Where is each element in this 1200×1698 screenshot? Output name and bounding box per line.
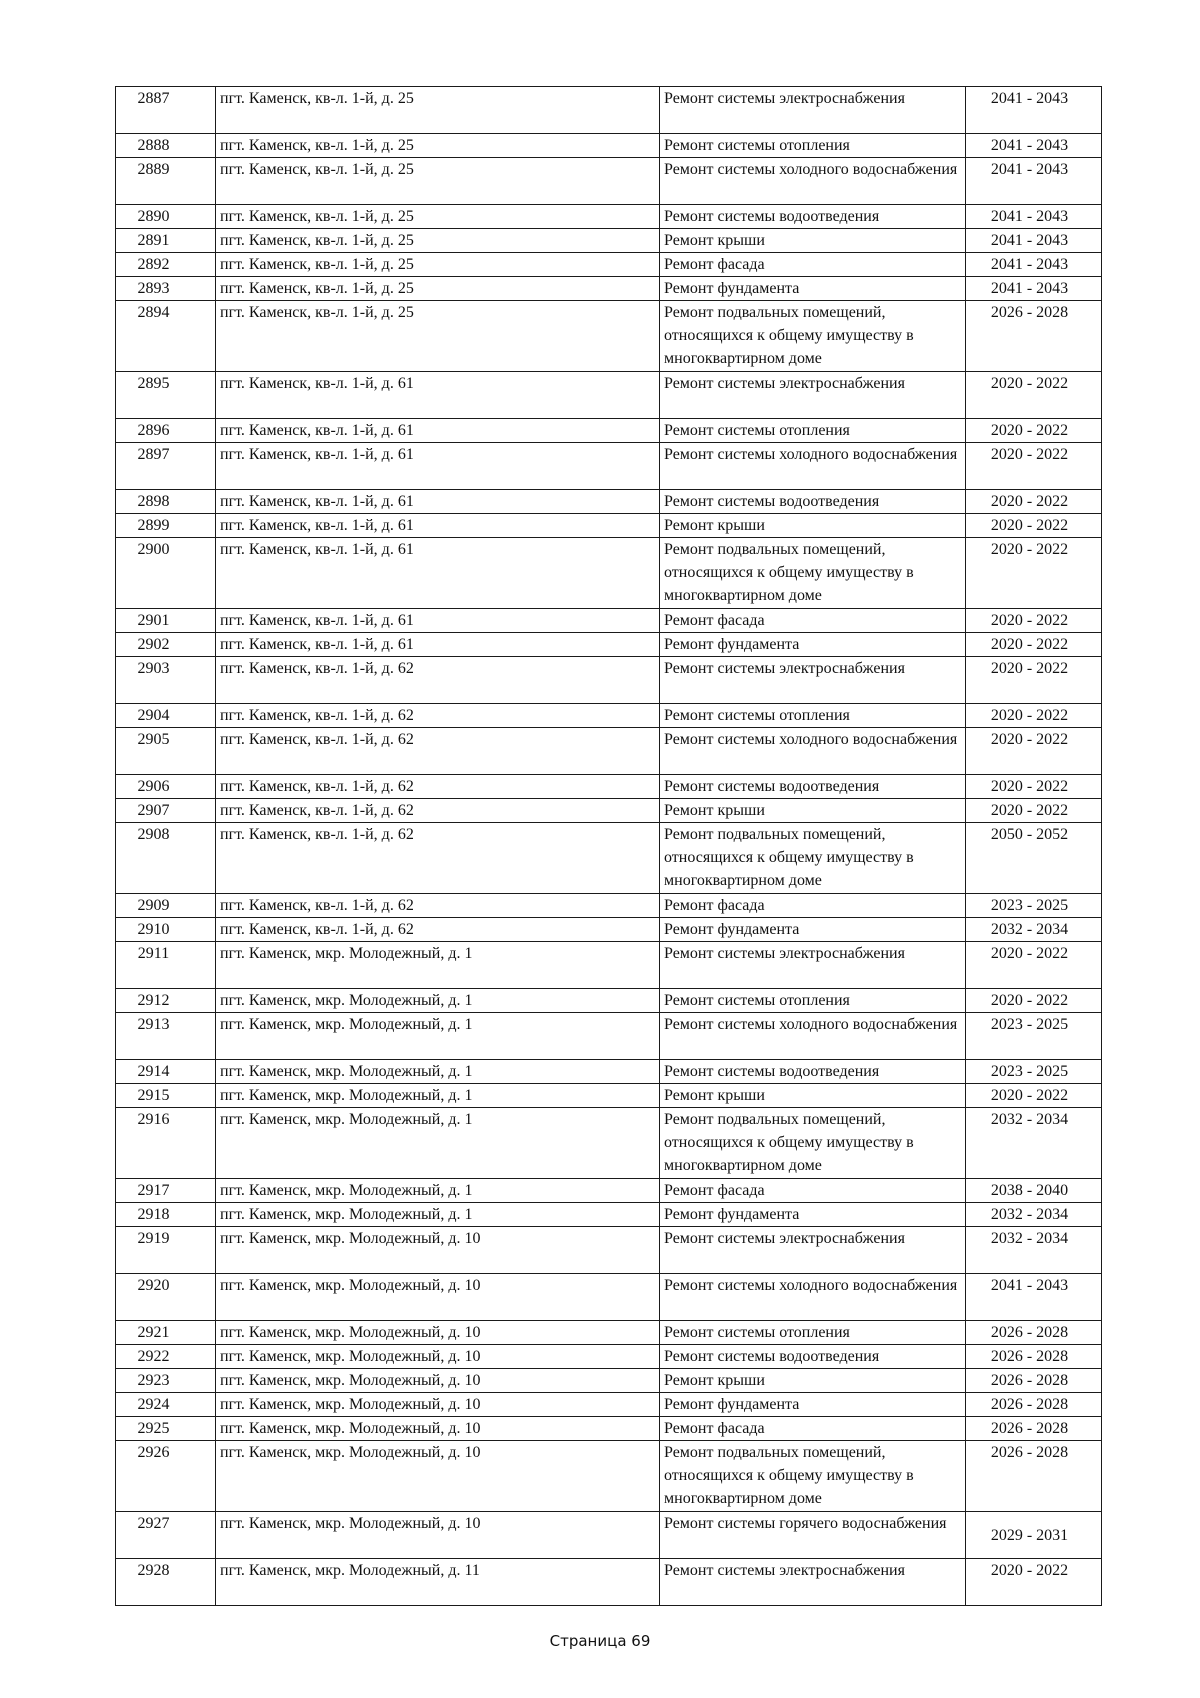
table-row: [116, 823, 1102, 894]
address-cell: пгт. Каменск, кв-л. 1-й, д. 61: [216, 490, 660, 514]
row-number-cell: 2897: [116, 443, 216, 490]
period-cell: 2038 - 2040: [966, 1179, 1102, 1203]
row-number-cell: 2916: [116, 1108, 216, 1179]
address-cell: пгт. Каменск, мкр. Молодежный, д. 1: [216, 942, 660, 989]
row-number-cell: 2893: [116, 277, 216, 301]
work-type-cell: Ремонт крыши: [660, 1084, 966, 1108]
period-cell: 2020 - 2022: [966, 799, 1102, 823]
address-cell: пгт. Каменск, мкр. Молодежный, д. 10: [216, 1227, 660, 1274]
address-cell: пгт. Каменск, мкр. Молодежный, д. 1: [216, 1060, 660, 1084]
work-type-cell: Ремонт фундамента: [660, 1393, 966, 1417]
table-row: [116, 229, 1102, 253]
work-type-cell: Ремонт подвальных помещений, относящихся к общему имуществу в многоквартирном доме: [660, 1108, 966, 1179]
table-row: [116, 1417, 1102, 1441]
address-cell: пгт. Каменск, кв-л. 1-й, д. 62: [216, 894, 660, 918]
address-cell: пгт. Каменск, кв-л. 1-й, д. 25: [216, 229, 660, 253]
row-number-cell: 2910: [116, 918, 216, 942]
period-cell: 2032 - 2034: [966, 1203, 1102, 1227]
address-cell: пгт. Каменск, кв-л. 1-й, д. 62: [216, 704, 660, 728]
period-cell: 2026 - 2028: [966, 1417, 1102, 1441]
work-type-cell: Ремонт крыши: [660, 229, 966, 253]
period-cell: 2020 - 2022: [966, 1084, 1102, 1108]
work-type-cell: Ремонт подвальных помещений, относящихся к общему имуществу в многоквартирном доме: [660, 1441, 966, 1512]
work-type-cell: Ремонт подвальных помещений, относящихся к общему имуществу в многоквартирном доме: [660, 301, 966, 372]
row-number-cell: 2898: [116, 490, 216, 514]
table-row: [116, 728, 1102, 775]
work-type-cell: Ремонт системы водоотведения: [660, 205, 966, 229]
address-cell: пгт. Каменск, мкр. Молодежный, д. 1: [216, 1084, 660, 1108]
row-number-cell: 2887: [116, 87, 216, 134]
row-number-cell: 2927: [116, 1512, 216, 1559]
work-type-cell: Ремонт системы горячего водоснабжения: [660, 1512, 966, 1559]
period-cell: 2020 - 2022: [966, 538, 1102, 609]
period-cell: 2020 - 2022: [966, 1559, 1102, 1606]
period-cell: 2026 - 2028: [966, 1441, 1102, 1512]
period-cell: 2020 - 2022: [966, 490, 1102, 514]
period-cell: 2026 - 2028: [966, 1393, 1102, 1417]
table-row: [116, 633, 1102, 657]
address-cell: пгт. Каменск, кв-л. 1-й, д. 25: [216, 158, 660, 205]
period-cell: 2020 - 2022: [966, 942, 1102, 989]
table-row: [116, 918, 1102, 942]
address-cell: пгт. Каменск, мкр. Молодежный, д. 1: [216, 1179, 660, 1203]
row-number-cell: 2909: [116, 894, 216, 918]
row-number-cell: 2914: [116, 1060, 216, 1084]
row-number-cell: 2920: [116, 1274, 216, 1321]
row-number-cell: 2888: [116, 134, 216, 158]
table-row: [116, 775, 1102, 799]
period-cell: 2041 - 2043: [966, 229, 1102, 253]
address-cell: пгт. Каменск, кв-л. 1-й, д. 25: [216, 253, 660, 277]
work-type-cell: Ремонт системы холодного водоснабжения: [660, 158, 966, 205]
address-cell: пгт. Каменск, кв-л. 1-й, д. 62: [216, 823, 660, 894]
table-row: [116, 538, 1102, 609]
address-cell: пгт. Каменск, мкр. Молодежный, д. 10: [216, 1393, 660, 1417]
work-type-cell: Ремонт системы электроснабжения: [660, 1559, 966, 1606]
work-type-cell: Ремонт системы электроснабжения: [660, 372, 966, 419]
work-type-cell: Ремонт системы электроснабжения: [660, 657, 966, 704]
period-cell: 2020 - 2022: [966, 443, 1102, 490]
work-type-cell: Ремонт фасада: [660, 894, 966, 918]
table-row: [116, 1084, 1102, 1108]
row-number-cell: 2928: [116, 1559, 216, 1606]
work-type-cell: Ремонт фасада: [660, 1417, 966, 1441]
table-row: [116, 1393, 1102, 1417]
period-cell: 2041 - 2043: [966, 1274, 1102, 1321]
row-number-cell: 2905: [116, 728, 216, 775]
row-number-cell: 2921: [116, 1321, 216, 1345]
period-cell: 2041 - 2043: [966, 158, 1102, 205]
table-row: [116, 490, 1102, 514]
address-cell: пгт. Каменск, кв-л. 1-й, д. 61: [216, 538, 660, 609]
works-table-body: [116, 87, 1102, 1606]
period-cell: 2023 - 2025: [966, 1060, 1102, 1084]
table-row: [116, 205, 1102, 229]
address-cell: пгт. Каменск, кв-л. 1-й, д. 62: [216, 775, 660, 799]
period-cell: 2020 - 2022: [966, 633, 1102, 657]
table-row: [116, 1441, 1102, 1512]
address-cell: пгт. Каменск, мкр. Молодежный, д. 10: [216, 1321, 660, 1345]
work-type-cell: Ремонт системы отопления: [660, 704, 966, 728]
work-type-cell: Ремонт фундамента: [660, 633, 966, 657]
work-type-cell: Ремонт фундамента: [660, 277, 966, 301]
table-row: [116, 1013, 1102, 1060]
period-cell: 2020 - 2022: [966, 514, 1102, 538]
row-number-cell: 2911: [116, 942, 216, 989]
address-cell: пгт. Каменск, кв-л. 1-й, д. 62: [216, 657, 660, 704]
address-cell: пгт. Каменск, мкр. Молодежный, д. 10: [216, 1417, 660, 1441]
table-row: [116, 799, 1102, 823]
table-row: [116, 1345, 1102, 1369]
period-cell: 2020 - 2022: [966, 372, 1102, 419]
table-row: [116, 253, 1102, 277]
period-cell: 2020 - 2022: [966, 704, 1102, 728]
work-type-cell: Ремонт системы водоотведения: [660, 1345, 966, 1369]
row-number-cell: 2919: [116, 1227, 216, 1274]
row-number-cell: 2895: [116, 372, 216, 419]
table-row: [116, 1203, 1102, 1227]
table-row: [116, 87, 1102, 134]
address-cell: пгт. Каменск, мкр. Молодежный, д. 11: [216, 1559, 660, 1606]
row-number-cell: 2906: [116, 775, 216, 799]
table-row: [116, 989, 1102, 1013]
address-cell: пгт. Каменск, кв-л. 1-й, д. 61: [216, 633, 660, 657]
table-row: [116, 1559, 1102, 1606]
row-number-cell: 2902: [116, 633, 216, 657]
table-row: [116, 1108, 1102, 1179]
period-cell: 2020 - 2022: [966, 419, 1102, 443]
table-row: [116, 942, 1102, 989]
work-type-cell: Ремонт подвальных помещений, относящихся к общему имуществу в многоквартирном доме: [660, 538, 966, 609]
row-number-cell: 2918: [116, 1203, 216, 1227]
row-number-cell: 2889: [116, 158, 216, 205]
work-type-cell: Ремонт системы холодного водоснабжения: [660, 443, 966, 490]
period-cell: 2041 - 2043: [966, 134, 1102, 158]
row-number-cell: 2917: [116, 1179, 216, 1203]
work-type-cell: Ремонт системы электроснабжения: [660, 87, 966, 134]
row-number-cell: 2923: [116, 1369, 216, 1393]
period-cell: 2020 - 2022: [966, 609, 1102, 633]
row-number-cell: 2891: [116, 229, 216, 253]
table-row: [116, 1060, 1102, 1084]
address-cell: пгт. Каменск, кв-л. 1-й, д. 62: [216, 728, 660, 775]
row-number-cell: 2915: [116, 1084, 216, 1108]
row-number-cell: 2899: [116, 514, 216, 538]
row-number-cell: 2894: [116, 301, 216, 372]
address-cell: пгт. Каменск, кв-л. 1-й, д. 25: [216, 205, 660, 229]
work-type-cell: Ремонт системы отопления: [660, 989, 966, 1013]
table-row: [116, 134, 1102, 158]
address-cell: пгт. Каменск, кв-л. 1-й, д. 61: [216, 609, 660, 633]
period-cell: 2020 - 2022: [966, 728, 1102, 775]
table-row: [116, 1274, 1102, 1321]
work-type-cell: Ремонт системы отопления: [660, 419, 966, 443]
table-row: [116, 514, 1102, 538]
address-cell: пгт. Каменск, мкр. Молодежный, д. 1: [216, 1108, 660, 1179]
work-type-cell: Ремонт фасада: [660, 609, 966, 633]
period-cell: 2020 - 2022: [966, 775, 1102, 799]
row-number-cell: 2903: [116, 657, 216, 704]
work-type-cell: Ремонт фундамента: [660, 918, 966, 942]
work-type-cell: Ремонт фундамента: [660, 1203, 966, 1227]
period-cell: 2023 - 2025: [966, 894, 1102, 918]
row-number-cell: 2913: [116, 1013, 216, 1060]
address-cell: пгт. Каменск, мкр. Молодежный, д. 1: [216, 989, 660, 1013]
work-type-cell: Ремонт подвальных помещений, относящихся к общему имуществу в многоквартирном доме: [660, 823, 966, 894]
address-cell: пгт. Каменск, кв-л. 1-й, д. 25: [216, 87, 660, 134]
work-type-cell: Ремонт системы холодного водоснабжения: [660, 1013, 966, 1060]
table-row: [116, 277, 1102, 301]
table-row: [116, 1369, 1102, 1393]
address-cell: пгт. Каменск, кв-л. 1-й, д. 61: [216, 372, 660, 419]
work-type-cell: Ремонт системы холодного водоснабжения: [660, 728, 966, 775]
address-cell: пгт. Каменск, мкр. Молодежный, д. 10: [216, 1274, 660, 1321]
table-row: [116, 1512, 1102, 1559]
period-cell: 2029 - 2031: [966, 1512, 1102, 1559]
period-cell: 2041 - 2043: [966, 87, 1102, 134]
row-number-cell: 2912: [116, 989, 216, 1013]
table-row: [116, 1227, 1102, 1274]
period-cell: 2026 - 2028: [966, 301, 1102, 372]
address-cell: пгт. Каменск, мкр. Молодежный, д. 10: [216, 1512, 660, 1559]
address-cell: пгт. Каменск, кв-л. 1-й, д. 25: [216, 134, 660, 158]
row-number-cell: 2890: [116, 205, 216, 229]
period-cell: 2026 - 2028: [966, 1369, 1102, 1393]
period-cell: 2026 - 2028: [966, 1321, 1102, 1345]
period-cell: 2041 - 2043: [966, 253, 1102, 277]
period-cell: 2050 - 2052: [966, 823, 1102, 894]
work-type-cell: Ремонт крыши: [660, 799, 966, 823]
address-cell: пгт. Каменск, мкр. Молодежный, д. 1: [216, 1203, 660, 1227]
work-type-cell: Ремонт системы водоотведения: [660, 775, 966, 799]
address-cell: пгт. Каменск, мкр. Молодежный, д. 1: [216, 1013, 660, 1060]
address-cell: пгт. Каменск, кв-л. 1-й, д. 61: [216, 514, 660, 538]
work-type-cell: Ремонт системы отопления: [660, 134, 966, 158]
table-row: [116, 657, 1102, 704]
row-number-cell: 2904: [116, 704, 216, 728]
period-cell: 2026 - 2028: [966, 1345, 1102, 1369]
row-number-cell: 2892: [116, 253, 216, 277]
address-cell: пгт. Каменск, кв-л. 1-й, д. 25: [216, 301, 660, 372]
address-cell: пгт. Каменск, кв-л. 1-й, д. 62: [216, 918, 660, 942]
period-cell: 2041 - 2043: [966, 205, 1102, 229]
work-type-cell: Ремонт системы электроснабжения: [660, 1227, 966, 1274]
row-number-cell: 2901: [116, 609, 216, 633]
row-number-cell: 2907: [116, 799, 216, 823]
table-row: [116, 443, 1102, 490]
work-type-cell: Ремонт крыши: [660, 514, 966, 538]
work-type-cell: Ремонт системы отопления: [660, 1321, 966, 1345]
table-row: [116, 609, 1102, 633]
period-cell: 2020 - 2022: [966, 657, 1102, 704]
row-number-cell: 2925: [116, 1417, 216, 1441]
row-number-cell: 2922: [116, 1345, 216, 1369]
address-cell: пгт. Каменск, мкр. Молодежный, д. 10: [216, 1345, 660, 1369]
work-type-cell: Ремонт системы холодного водоснабжения: [660, 1274, 966, 1321]
work-type-cell: Ремонт системы водоотведения: [660, 490, 966, 514]
table-row: [116, 158, 1102, 205]
row-number-cell: 2908: [116, 823, 216, 894]
period-cell: 2020 - 2022: [966, 989, 1102, 1013]
table-row: [116, 1179, 1102, 1203]
page-number: Страница 69: [549, 1632, 651, 1650]
work-type-cell: Ремонт фасада: [660, 1179, 966, 1203]
row-number-cell: 2896: [116, 419, 216, 443]
address-cell: пгт. Каменск, мкр. Молодежный, д. 10: [216, 1369, 660, 1393]
address-cell: пгт. Каменск, кв-л. 1-й, д. 25: [216, 277, 660, 301]
period-cell: 2032 - 2034: [966, 1108, 1102, 1179]
period-cell: 2032 - 2034: [966, 1227, 1102, 1274]
table-row: [116, 894, 1102, 918]
table-row: [116, 419, 1102, 443]
work-type-cell: Ремонт крыши: [660, 1369, 966, 1393]
works-table: [115, 86, 1102, 1606]
work-type-cell: Ремонт системы водоотведения: [660, 1060, 966, 1084]
table-row: [116, 372, 1102, 419]
row-number-cell: 2924: [116, 1393, 216, 1417]
table-row: [116, 1321, 1102, 1345]
table-row: [116, 704, 1102, 728]
table-row: [116, 301, 1102, 372]
work-type-cell: Ремонт системы электроснабжения: [660, 942, 966, 989]
period-cell: 2023 - 2025: [966, 1013, 1102, 1060]
address-cell: пгт. Каменск, кв-л. 1-й, д. 61: [216, 443, 660, 490]
row-number-cell: 2900: [116, 538, 216, 609]
period-cell: 2041 - 2043: [966, 277, 1102, 301]
work-type-cell: Ремонт фасада: [660, 253, 966, 277]
address-cell: пгт. Каменск, мкр. Молодежный, д. 10: [216, 1441, 660, 1512]
period-cell: 2032 - 2034: [966, 918, 1102, 942]
address-cell: пгт. Каменск, кв-л. 1-й, д. 62: [216, 799, 660, 823]
address-cell: пгт. Каменск, кв-л. 1-й, д. 61: [216, 419, 660, 443]
row-number-cell: 2926: [116, 1441, 216, 1512]
